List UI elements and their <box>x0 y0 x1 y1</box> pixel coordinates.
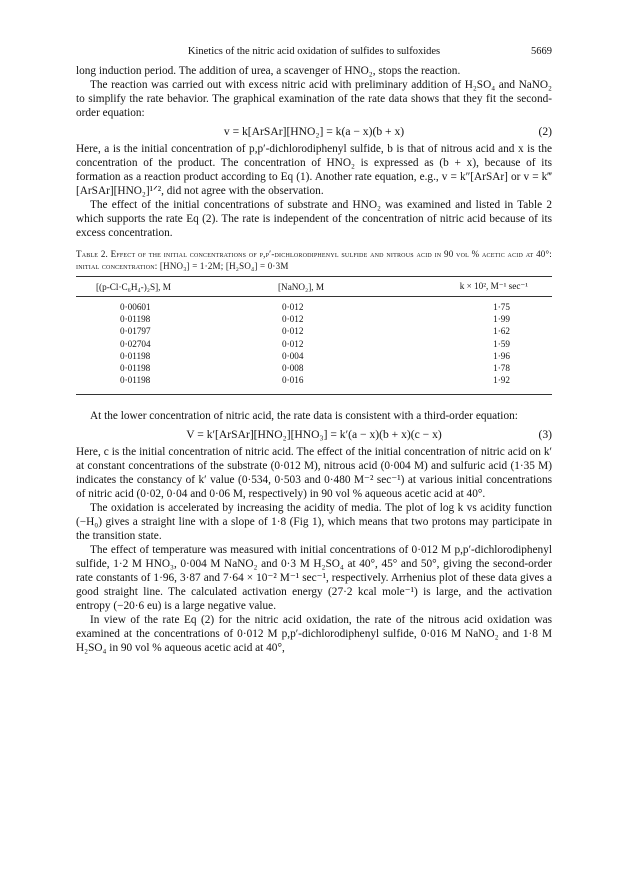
running-title: Kinetics of the nitric acid oxidation of sulfides to sulfoxides <box>187 46 441 57</box>
cell-k: 1·75 <box>493 302 510 313</box>
cell-substrate: 0·01198 <box>120 314 151 325</box>
cell-nano2: 0·008 <box>282 363 304 374</box>
paragraph-9: In view of the rate Eq (2) for the nitric acid oxidation, the rate of the nitrous acid oxidation was examined at the concentrations of 0·012 M p,p′-dichlorodiphenyl sulfide, 0·016 M NaNO₂ and 1·8 M H₂SO₄ in 90 vol % aqueous acetic acid at 40°, <box>76 614 552 655</box>
cell-nano2: 0·012 <box>282 314 304 325</box>
data-table <box>76 276 552 395</box>
table-caption-text: Table 2. Effect of the initial concentrations of p,p′-dichlorodiphenyl sulfide and nitrous acid in 90 vol % acetic acid at 40°: initial concentration: [HNO₃] = 1·2M; [H₂SO₄] = 0·3M <box>76 249 552 271</box>
column-header-k: k × 10², M⁻¹ sec⁻¹ <box>434 277 552 297</box>
cell-nano2: 0·016 <box>272 374 434 395</box>
journal-page <box>76 46 552 655</box>
cell-k: 1·78 <box>493 363 510 374</box>
cell-k: 1·96 <box>493 350 510 361</box>
running-header <box>76 46 552 64</box>
column-header-nano2: [NaNO₂], M <box>272 277 434 297</box>
table-caption <box>76 248 552 272</box>
cell-k: 1·62 <box>493 326 510 337</box>
cell-k: 1·99 <box>493 314 510 325</box>
column-header-substrate: [(p-Cl·C₆H₄-)₂S], M <box>76 277 272 297</box>
table-row <box>76 350 552 362</box>
table-row <box>76 325 552 337</box>
paragraph-7: The oxidation is accelerated by increasing the acidity of media. The plot of log k vs acidity function (−H₀) gives a straight line with a slope of 1·8 (Fig 1), which means that two protons may participate in the transition state. <box>76 502 552 543</box>
cell-nano2: 0·012 <box>282 326 304 337</box>
paragraph-3: Here, a is the initial concentration of p,p′-dichlorodiphenyl sulfide, b is that of nitrous acid and x is the concentration of the product. The concentration of HNO₂ is expressed as (b + x), because of its formation as a reaction product according to Eq (1). Another rate equation, e.g., v = k″[ArSAr] or v = k‴[ArSAr][HNO₂]¹ᐟ², did not agree with the observation. <box>76 143 552 197</box>
equation-2-number: (2) <box>538 124 552 138</box>
paragraph-8: The effect of temperature was measured with initial concentrations of 0·012 M p,p′-dichlorodiphenyl sulfide, 1·2 M HNO₃, 0·004 M NaNO₂ and 0·3 M H₂SO₄ at 40°, 45° and 50°, giving the second-order rate constants of 1·96, 3·87 and 7·64 × 10⁻² M⁻¹ sec⁻¹, respectively. Arrhenius plot of these data gives a good straight line. The calculated activation energy (27·2 kcal mole⁻¹) is large, and the activation entropy (−20·6 eu) is a large negative value. <box>76 544 552 613</box>
equation-2-body: v = k[ArSAr][HNO₂] = k(a − x)(b + x) <box>223 124 405 138</box>
cell-substrate: 0·01198 <box>120 350 151 361</box>
page-number: 5669 <box>531 46 552 57</box>
cell-substrate: 0·01198 <box>76 374 272 395</box>
cell-substrate: 0·00601 <box>120 302 151 313</box>
equation-2 <box>76 120 552 142</box>
cell-nano2: 0·012 <box>282 302 304 313</box>
cell-nano2: 0·004 <box>282 350 304 361</box>
cell-substrate: 0·01797 <box>120 326 151 337</box>
table-row <box>76 313 552 325</box>
table-header-row <box>76 277 552 297</box>
cell-substrate: 0·01198 <box>120 363 151 374</box>
cell-k: 1·92 <box>434 374 552 395</box>
equation-3-number: (3) <box>538 427 552 441</box>
paragraph-2: The reaction was carried out with excess nitric acid with preliminary addition of H₂SO₄ and NaNO₂ to simplify the rate behavior. The graphical examination of the rate data shows that they fit the second-order equation: <box>76 79 552 119</box>
cell-nano2: 0·012 <box>282 338 304 349</box>
table-row <box>76 338 552 350</box>
paragraph-6: Here, c is the initial concentration of nitric acid. The effect of the initial concentration of nitric acid on k′ at constant concentrations of the substrate (0·012 M), nitrous acid (0·004 M) and sulfuric acid (1·35 M) indicates the constancy of k′ value (0·534, 0·503 and 0·480 M⁻² sec⁻¹) at various initial concentrations of nitric acid (0·02, 0·04 and 0·06 M, respectively) in 90 vol % aqueous acetic acid at 40°. <box>76 446 552 501</box>
equation-3-body: V = k′[ArSAr][HNO₂][HNO₃] = k′(a − x)(b + x)(c − x) <box>186 427 442 441</box>
paragraph-5: At the lower concentration of nitric acid, the rate data is consistent with a third-order equation: <box>90 410 518 423</box>
paragraph-1: long induction period. The addition of urea, a scavenger of HNO₂, stops the reaction. <box>76 65 461 77</box>
cell-substrate: 0·02704 <box>120 338 151 349</box>
cell-k: 1·59 <box>493 338 510 349</box>
paragraph-4: The effect of the initial concentrations of substrate and HNO₂ was examined and listed in Table 2 which supports the rate Eq (2). The rate is independent of the concentration of nitric acid because of its excess concentration. <box>76 199 552 239</box>
table-row <box>76 374 552 395</box>
equation-3 <box>76 423 552 445</box>
table-row <box>76 297 552 314</box>
table-row <box>76 362 552 374</box>
